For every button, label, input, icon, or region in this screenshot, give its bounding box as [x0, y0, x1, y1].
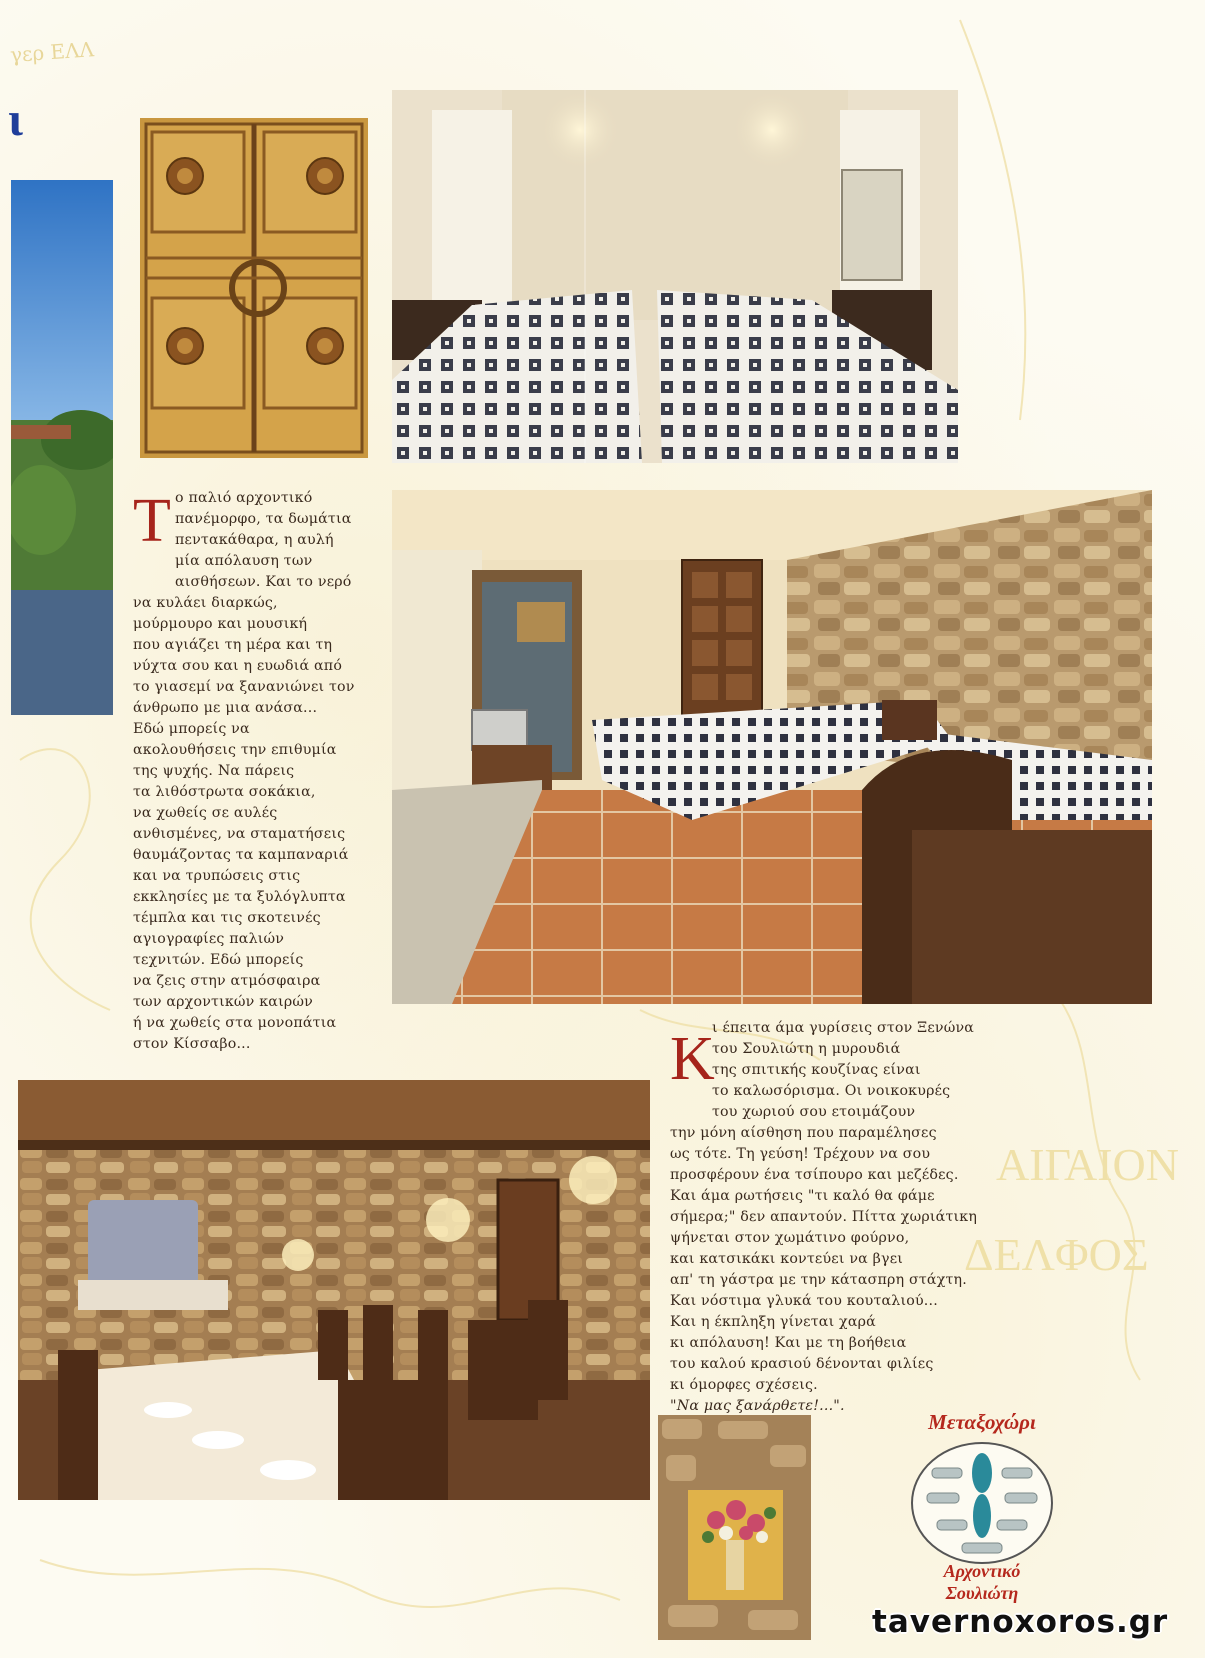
text-line: νύχτα σου και η ευωδιά από [133, 658, 343, 674]
text-line: Και η έκπληξη γίνεται χαρά [670, 1314, 876, 1330]
text-line: απ' τη γάστρα με την κάτασπρη στάχτη. [670, 1272, 967, 1288]
edge-mark: γερ ΕΛΛ [9, 37, 95, 67]
flower-niche-photo [658, 1415, 811, 1640]
text-line: κι όμορφες σχέσεις. [670, 1377, 818, 1393]
text-line: και κατσικάκι κοντεύει να βγει [670, 1251, 904, 1267]
text-line: και να τρυπώσεις στις [133, 868, 301, 884]
dropcap-k: Κ [670, 1025, 715, 1093]
twin-bedroom-photo [392, 90, 958, 463]
text-line: ακολουθήσεις την επιθυμία [133, 742, 337, 758]
text-line: τεχνιτών. Εδώ μπορείς [133, 952, 304, 968]
text-line: Και νόστιμα γλυκά του κουταλιού... [670, 1293, 938, 1309]
text-line: ή να χωθείς στα μονοπάτια [133, 1015, 337, 1031]
logo-emblem-icon [907, 1438, 1057, 1568]
text-line: ανθισμένες, να σταματήσεις [133, 826, 346, 842]
text-line: της ψυχής. Να πάρεις [133, 763, 295, 779]
map-label-delfos: ΔΕΛΦΟΣ [964, 1229, 1149, 1280]
text-line: άνθρωπο με μια ανάσα... [133, 700, 318, 716]
dropcap-t: Τ [133, 487, 171, 555]
text-line: θαυμάζοντας τα καμπαναριά [133, 847, 349, 863]
text-line: πανέμορφο, τα δωμάτια [175, 511, 352, 527]
landscape-photo [11, 180, 113, 715]
logo [892, 1410, 1072, 1616]
text-line: ο παλιό αρχοντικό [175, 490, 313, 506]
text-line: Εδώ μπορείς να [133, 721, 250, 737]
text-line: της σπιτικής κουζίνας είναι [712, 1062, 921, 1078]
logo-line-1: Αρχοντικό [943, 1561, 1021, 1581]
edge-title: ι [8, 93, 23, 146]
text-line: του Σουλιώτη η μυρουδιά [712, 1041, 901, 1057]
text-line: το καλωσόρισμα. Οι νοικοκυρές [712, 1083, 951, 1099]
text-line: να χωθείς σε αυλές [133, 805, 278, 821]
map-label-aigaion: ΑΙΓΑΙΟΝ [996, 1139, 1179, 1190]
text-line: τα λιθόστρωτα σοκάκια, [133, 784, 316, 800]
logo-bottom-text [892, 1560, 1072, 1604]
text-line: να ζεις στην ατμόσφαιρα [133, 973, 321, 989]
text-line: τέμπλα και τις σκοτεινές [133, 910, 321, 926]
text-line: μία απόλαυση των [175, 553, 313, 569]
article-text-2 [670, 1018, 977, 1417]
article-text-1 [133, 488, 355, 1055]
logo-line-2: Σουλιώτη [945, 1583, 1019, 1603]
text-line: "Να μας ξανάρθετε!...". [670, 1398, 845, 1414]
text-line: μούρμουρο και μουσική [133, 616, 308, 632]
text-line: στον Κίσσαβο... [133, 1036, 251, 1052]
text-line: να κυλάει διαρκώς, [133, 595, 278, 611]
text-line: την μόνη αίσθηση που παραμέλησες [670, 1125, 937, 1141]
text-line: το γιασεμί να ξανανιώνει τον [133, 679, 355, 695]
text-line: ψήνεται στον χωμάτινο φούρνο, [670, 1230, 910, 1246]
dining-room-photo [18, 1080, 650, 1500]
stone-bedroom-photo [392, 490, 1152, 1004]
text-line: του χωριού σου ετοιμάζουν [712, 1104, 916, 1120]
text-line: αγιογραφίες παλιών [133, 931, 285, 947]
site-watermark: tavernoxoros.gr [872, 1604, 1169, 1640]
door-photo [140, 118, 368, 458]
logo-top-text: Μεταξοχώρι [928, 1410, 1036, 1434]
text-line: πεντακάθαρα, η αυλή [175, 532, 334, 548]
text-line: ι έπειτα άμα γυρίσεις στον Ξενώνα [712, 1020, 975, 1036]
text-line: που αγιάζει τη μέρα και τη [133, 637, 333, 653]
text-line: σήμερα;" δεν απαντούν. Πίττα χωριάτικη [670, 1209, 978, 1225]
text-line: των αρχοντικών καιρών [133, 994, 313, 1010]
text-line: εκκλησίες με τα ξυλόγλυπτα [133, 889, 346, 905]
text-line: Και άμα ρωτήσεις "τι καλό θα φάμε [670, 1188, 935, 1204]
text-line: αισθήσεων. Και το νερό [175, 574, 352, 590]
text-line: του καλού κρασιού δένονται φιλίες [670, 1356, 934, 1372]
text-line: προσφέρουν ένα τσίπουρο και μεζέδες. [670, 1167, 959, 1183]
text-line: ως τότε. Τη γεύση! Τρέχουν να σου [670, 1146, 931, 1162]
text-line: κι απόλαυση! Και με τη βοήθεια [670, 1335, 907, 1351]
